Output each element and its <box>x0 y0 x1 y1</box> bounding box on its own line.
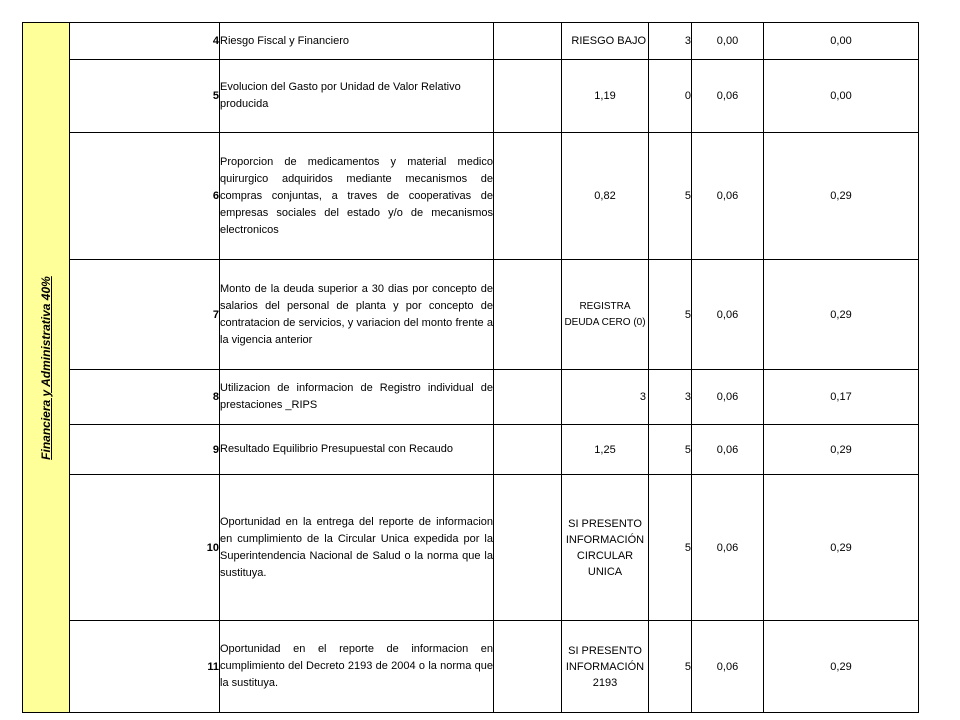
indicator-weight: 0,06 <box>692 425 764 475</box>
indicator-result: 0,17 <box>764 370 919 425</box>
indicator-score: 3 <box>649 370 692 425</box>
indicator-weight: 0,06 <box>692 133 764 260</box>
indicator-description: Evolucion del Gasto por Unidad de Valor Relativo producida <box>220 60 494 133</box>
table-row <box>23 133 919 260</box>
row-number: 7 <box>70 260 220 370</box>
indicator-score: 5 <box>649 425 692 475</box>
indicator-score: 5 <box>649 133 692 260</box>
table-row <box>23 60 919 133</box>
empty-cell <box>494 621 562 713</box>
indicator-value: REGISTRA DEUDA CERO (0) <box>562 260 649 370</box>
indicator-description: Riesgo Fiscal y Financiero <box>220 23 494 60</box>
empty-cell <box>494 370 562 425</box>
indicator-description: Resultado Equilibrio Presupuestal con Recaudo <box>220 425 494 475</box>
indicator-result: 0,29 <box>764 260 919 370</box>
empty-cell <box>494 60 562 133</box>
empty-cell <box>494 475 562 621</box>
section-label: Financiera y Administrativa 40% <box>39 275 53 460</box>
indicator-result: 0,00 <box>764 23 919 60</box>
indicator-score: 5 <box>649 260 692 370</box>
indicator-weight: 0,00 <box>692 23 764 60</box>
row-number: 11 <box>70 621 220 713</box>
indicator-weight: 0,06 <box>692 621 764 713</box>
indicator-weight: 0,06 <box>692 370 764 425</box>
indicator-value: RIESGO BAJO <box>562 23 649 60</box>
indicator-score: 3 <box>649 23 692 60</box>
indicator-description: Proporcion de medicamentos y material medico quirurgico adquiridos mediante mecanismos de compras conjuntas, a traves de cooperativas de empresas sociales del estado y/o de mecanismos electronicos <box>220 133 494 260</box>
empty-cell <box>494 425 562 475</box>
indicator-value: 1,25 <box>562 425 649 475</box>
indicator-result: 0,29 <box>764 475 919 621</box>
indicator-description: Monto de la deuda superior a 30 dias por concepto de salarios del personal de planta y por concepto de contratacion de servicios, y variacion del monto frente a la vigencia anterior <box>220 260 494 370</box>
table-row <box>23 475 919 621</box>
indicator-description: Oportunidad en el reporte de informacion en cumplimiento del Decreto 2193 de 2004 o la norma que la sustituya. <box>220 621 494 713</box>
table-row <box>23 260 919 370</box>
indicator-result: 0,29 <box>764 425 919 475</box>
empty-cell <box>494 260 562 370</box>
indicator-value: 1,19 <box>562 60 649 133</box>
indicator-score: 5 <box>649 621 692 713</box>
indicator-description: Oportunidad en la entrega del reporte de informacion en cumplimiento de la Circular Unica expedida por la Superintendencia Nacional de Salud o la norma que la sustituya. <box>220 475 494 621</box>
table-row <box>23 621 919 713</box>
table-row <box>23 370 919 425</box>
indicator-result: 0,00 <box>764 60 919 133</box>
indicator-value: SI PRESENTO INFORMACIÓN CIRCULAR UNICA <box>562 475 649 621</box>
indicator-weight: 0,06 <box>692 260 764 370</box>
table-row <box>23 23 919 60</box>
row-number: 6 <box>70 133 220 260</box>
row-number: 4 <box>70 23 220 60</box>
indicator-score: 5 <box>649 475 692 621</box>
indicator-table <box>22 22 919 713</box>
indicator-weight: 0,06 <box>692 475 764 621</box>
table-row <box>23 425 919 475</box>
empty-cell <box>494 133 562 260</box>
indicator-result: 0,29 <box>764 621 919 713</box>
section-cell <box>23 23 70 713</box>
indicator-score: 0 <box>649 60 692 133</box>
indicator-weight: 0,06 <box>692 60 764 133</box>
indicator-value: SI PRESENTO INFORMACIÓN 2193 <box>562 621 649 713</box>
indicator-description: Utilizacion de informacion de Registro individual de prestaciones _RIPS <box>220 370 494 425</box>
row-number: 9 <box>70 425 220 475</box>
row-number: 10 <box>70 475 220 621</box>
indicator-value: 0,82 <box>562 133 649 260</box>
empty-cell <box>494 23 562 60</box>
indicator-result: 0,29 <box>764 133 919 260</box>
row-number: 8 <box>70 370 220 425</box>
row-number: 5 <box>70 60 220 133</box>
indicator-value: 3 <box>562 370 649 425</box>
